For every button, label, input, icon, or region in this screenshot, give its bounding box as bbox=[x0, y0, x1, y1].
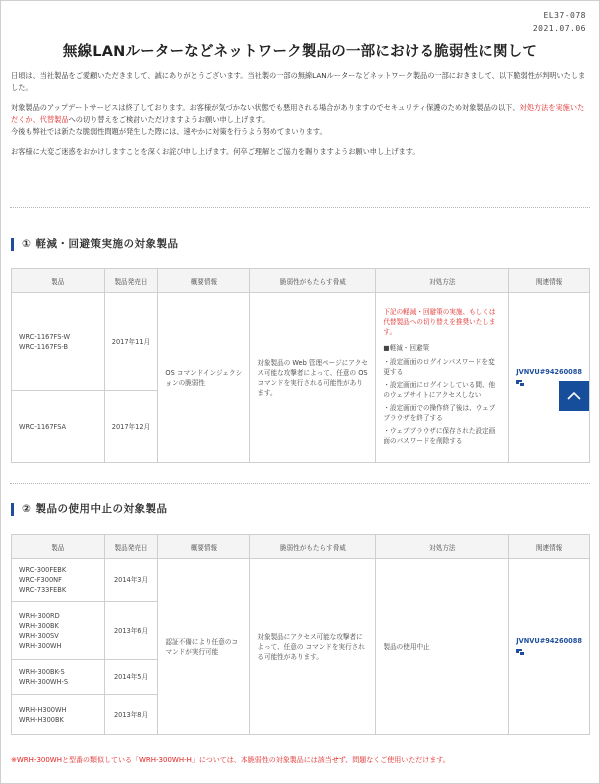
release-date-cell: 2017年12月 bbox=[104, 391, 158, 463]
product-model: WRH-300SV bbox=[19, 631, 59, 640]
summary-cell: 認証不備により任意のコマンドが実行可能 bbox=[158, 559, 250, 735]
intro-text bbox=[11, 70, 591, 166]
intro-paragraph-2 bbox=[11, 102, 591, 138]
header-threat: 脆弱性がもたらす脅威 bbox=[250, 269, 376, 293]
section1-table bbox=[11, 268, 590, 463]
product-cell bbox=[12, 559, 105, 602]
external-link-icon[interactable] bbox=[516, 380, 525, 386]
method-title: ■軽減・回避策 bbox=[383, 343, 430, 352]
product-model: WRC-1167FS-B bbox=[19, 342, 69, 351]
section1-heading: ① 軽減・回避策実施の対象製品 bbox=[11, 238, 179, 251]
product-model: WRC-300FEBK bbox=[19, 566, 67, 574]
external-link-icon[interactable] bbox=[516, 649, 525, 655]
header-product: 製品 bbox=[12, 535, 105, 559]
list-item: ・設定画面にログインしている間、他のウェブサイトにアクセスしない bbox=[383, 380, 496, 399]
product-model: WRC-733FEBK bbox=[19, 586, 67, 594]
chevron-up-icon bbox=[567, 390, 581, 402]
header-release-date: 製品発売日 bbox=[104, 269, 158, 293]
divider bbox=[10, 483, 590, 484]
divider bbox=[10, 207, 590, 208]
product-cell bbox=[12, 602, 105, 660]
product-cell: WRC-1167FSA bbox=[12, 391, 105, 463]
header-product: 製品 bbox=[12, 269, 105, 293]
table-row bbox=[12, 293, 590, 391]
release-date-cell: 2013年8月 bbox=[104, 695, 158, 735]
header-method: 対処方法 bbox=[376, 269, 509, 293]
list-item: ・ウェブブラウザに保存された設定画面のパスワードを削除する bbox=[383, 426, 496, 445]
product-model: WRH-H300WH bbox=[19, 705, 67, 714]
section2-table bbox=[11, 534, 590, 735]
header-related: 関連情報 bbox=[509, 535, 590, 559]
method-cell bbox=[376, 293, 509, 463]
jvn-link[interactable]: JVNVU#94260088 bbox=[516, 367, 582, 376]
product-model: WRH-300BK-S bbox=[19, 668, 65, 676]
table-header-row bbox=[12, 269, 590, 293]
list-item: ・設定画面での操作終了後は、ウェブブラウザを終了する bbox=[383, 403, 496, 422]
release-date-cell: 2017年11月 bbox=[104, 293, 158, 391]
release-date-cell: 2013年6月 bbox=[104, 602, 158, 660]
product-cell bbox=[12, 660, 105, 695]
intro-p2-highlight: 対処方法を実施いただくか、代替製品 bbox=[11, 103, 585, 124]
product-model: WRH-300WH-S bbox=[19, 678, 69, 686]
document-date: 2021.07.06 bbox=[532, 24, 586, 33]
intro-paragraph-4: お客様に大変ご迷惑をおかけしますことを深くお詫び申し上げます。何卒ご理解とご協力を賜りますようお願い申し上げます。 bbox=[11, 147, 420, 156]
intro-paragraph-1: 日頃は、当社製品をご愛顧いただきまして、誠にありがとうございます。当社製の一部の無線LANルーターなどネットワーク製品の一部におきまして、以下脆弱性が判明いたしました。 bbox=[11, 71, 586, 92]
method-recommendation: 下記の軽減・回避策の実施、もしくは代替製品への切り替えを推奨いたします。 bbox=[383, 307, 496, 336]
related-cell bbox=[509, 559, 590, 735]
product-model: WRH-300RD bbox=[19, 611, 60, 620]
related-cell bbox=[509, 293, 590, 463]
jvn-link[interactable]: JVNVU#94260088 bbox=[516, 636, 582, 645]
section2-heading: ② 製品の使用中止の対象製品 bbox=[11, 503, 168, 516]
header-method: 対処方法 bbox=[376, 535, 509, 559]
release-date-cell: 2014年5月 bbox=[104, 660, 158, 695]
threat-cell: 対象製品の Web 管理ページにアクセス可能な攻撃者によって、任意の OS コマンドを実行される可能性があります。 bbox=[250, 293, 376, 463]
method-list bbox=[383, 357, 501, 446]
table-row bbox=[12, 559, 590, 602]
summary-cell: OS コマンドインジェクションの脆弱性 bbox=[158, 293, 250, 463]
page-title: 無線LANルーターなどネットワーク製品の一部における脆弱性に関して bbox=[62, 44, 538, 60]
intro-p2-text-end: への切り替えをご検討いただけますようお願い申し上げます。 bbox=[68, 115, 270, 124]
footnote: ※WRH-300WHと型番の類似している「WRH-300WH-H」については、本脆弱性の対象製品には該当せず、問題なくご使用いただけます。 bbox=[11, 756, 450, 764]
intro-paragraph-3: 今後も弊社では新たな脆弱性問題が発生した際には、速やかに対策を行うよう努めてまいります。 bbox=[11, 127, 327, 136]
product-model: WRC-F300NF bbox=[19, 576, 62, 584]
intro-p2-text: 対象製品のアップデートサービスは終了しております。お客様が気づかない状態でも悪用される場合がありますのでセキュリティ保護のため対象製品の以下、 bbox=[11, 103, 520, 112]
product-model: WRC-1167FS-W bbox=[19, 332, 71, 341]
header-summary: 概要情報 bbox=[158, 269, 250, 293]
header-summary: 概要情報 bbox=[158, 535, 250, 559]
product-cell bbox=[12, 695, 105, 735]
product-cell bbox=[12, 293, 105, 391]
header-threat: 脆弱性がもたらす脅威 bbox=[250, 535, 376, 559]
document-number-block bbox=[533, 9, 586, 35]
release-date-cell: 2014年3月 bbox=[104, 559, 158, 602]
list-item: ・設定画面のログインパスワードを変更する bbox=[383, 357, 495, 376]
product-model: WRH-300BK bbox=[19, 621, 59, 630]
document-number: EL37-078 bbox=[543, 11, 586, 20]
header-related: 関連情報 bbox=[509, 269, 590, 293]
table-header-row bbox=[12, 535, 590, 559]
product-model: WRH-H300BK bbox=[19, 715, 64, 724]
scroll-to-top-button[interactable] bbox=[559, 381, 589, 411]
product-model: WRH-300WH bbox=[19, 641, 62, 650]
method-cell: 製品の使用中止 bbox=[376, 559, 509, 735]
threat-cell: 対象製品にアクセス可能な攻撃者によって、任意の コマンドを実行される可能性があります。 bbox=[250, 559, 376, 735]
header-release-date: 製品発売日 bbox=[104, 535, 158, 559]
